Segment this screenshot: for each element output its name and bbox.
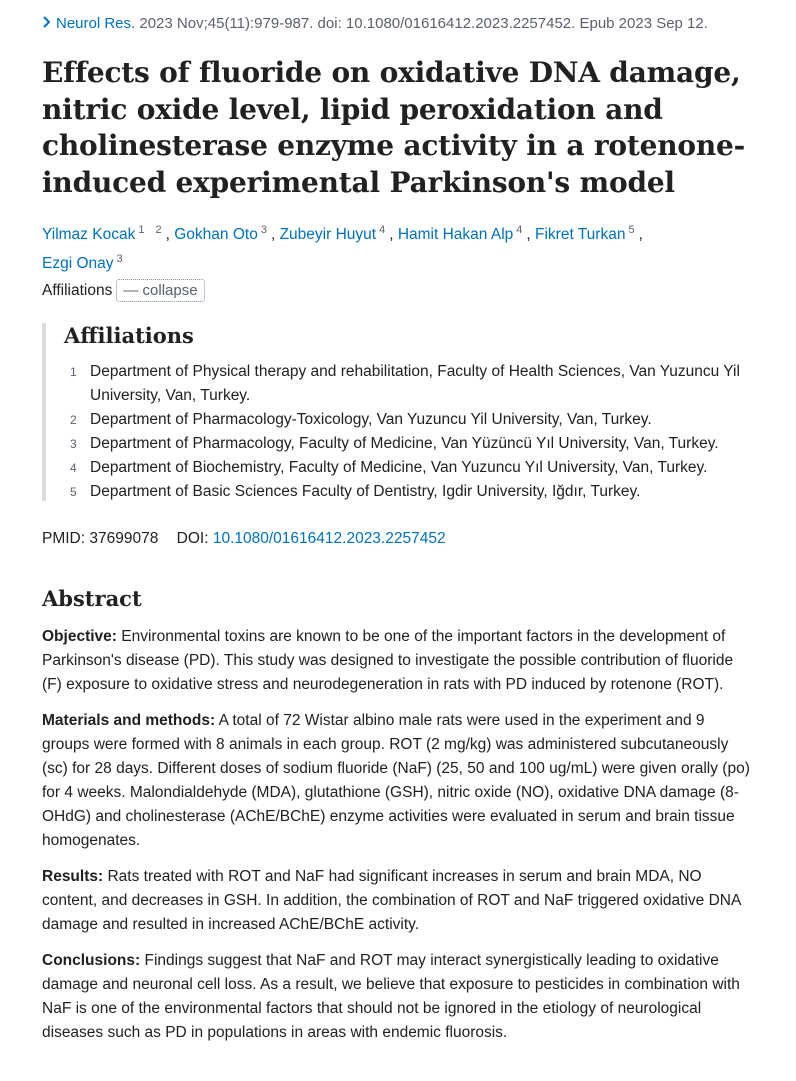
affiliation-text: Department of Pharmacology-Toxicology, Van Yuzuncu Yil University, Van, Turkey.	[90, 411, 652, 428]
citation-details: 2023 Nov;45(11):979-987. doi: 10.1080/01616412.2023.2257452. Epub 2023 Sep 12.	[139, 15, 708, 32]
affiliation-number: 4	[70, 461, 77, 475]
abstract-section-label: Materials and methods:	[42, 712, 216, 729]
abstract-section-text: Environmental toxins are known to be one of the important factors in the development of Parkinson's disease (PD). This study was designed to investigate the possible contribution of fluoride (F) exposure to oxidative stress and neurodegeneration in rats with PD induced by rotenone (ROT).	[42, 628, 734, 693]
pmid-label: PMID:	[42, 530, 86, 547]
author-link[interactable]: Zubeyir Huyut	[279, 226, 377, 243]
author-link[interactable]: Ezgi Onay	[42, 255, 114, 272]
abstract-section	[42, 709, 754, 853]
affiliation-number: 2	[70, 413, 77, 427]
affiliations-toggle-label: Affiliations	[42, 281, 113, 299]
abstract-heading: Abstract	[42, 586, 142, 611]
abstract-section-label: Objective:	[42, 628, 117, 645]
author-affil-ref[interactable]: 3	[116, 253, 127, 265]
journal-link[interactable]: Neurol Res.	[56, 15, 136, 32]
affiliations-panel	[42, 323, 756, 501]
author-link[interactable]: Fikret Turkan	[535, 226, 626, 243]
affiliation-text: Department of Pharmacology, Faculty of Medicine, Van Yüzüncü Yıl University, Van, Turkey.	[90, 435, 719, 452]
author-affil-ref[interactable]: 3	[260, 224, 271, 236]
affiliation-text: Department of Physical therapy and rehabilitation, Faculty of Health Sciences, Van Yuzuncu Yil University, Van, Turkey.	[90, 363, 740, 404]
affiliation-item	[68, 408, 758, 432]
abstract-section	[42, 625, 754, 697]
affiliation-number: 5	[70, 485, 77, 499]
pmid-value: 37699078	[89, 530, 159, 547]
chevron-right-icon[interactable]	[42, 15, 56, 32]
affiliations-list	[68, 360, 758, 504]
affiliation-item	[68, 432, 758, 456]
identifiers	[42, 530, 446, 548]
doi-label: DOI:	[176, 530, 209, 547]
abstract-section	[42, 949, 754, 1045]
affiliations-toggle	[42, 279, 205, 302]
abstract-section-label: Results:	[42, 868, 104, 885]
affiliation-number: 3	[70, 437, 77, 451]
abstract-section	[42, 865, 754, 937]
abstract-section-text: A total of 72 Wistar albino male rats were used in the experiment and 9 groups were formed with 8 animals in each group. ROT (2 mg/kg) was administered subcutaneously (sc) for 28 days. Different doses of sodium fluoride (NaF) (25, 50 and 100 ug/mL) were given orally (po) for 4 weeks. Malondialdehyde (MDA), glutathione (GSH), nitric oxide (NO), oxidative DNA damage (8-OHdG) and cholinesterase (AChE/BChE) enzyme activities were evaluated in serum and brain tissue homogenates.	[42, 712, 750, 849]
abstract-section-text: Findings suggest that NaF and ROT may interact synergistically leading to oxidative damage and neuronal cell loss. As a result, we believe that exposure to pesticides in combination with NaF is one of the environmental factors that should not be ignored in the etiology of neurological diseases such as PD in populations in areas with endemic fluorosis.	[42, 952, 740, 1041]
author-affil-ref[interactable]: 4	[516, 224, 527, 236]
affiliation-text: Department of Biochemistry, Faculty of Medicine, Van Yuzuncu Yıl University, Van, Turkey.	[90, 459, 708, 476]
collapse-button[interactable]: — collapse	[116, 279, 204, 302]
citation-line	[42, 15, 708, 32]
affiliation-number: 1	[70, 365, 77, 379]
author-affil-ref[interactable]: 1 2	[138, 224, 166, 236]
affiliation-text: Department of Basic Sciences Faculty of Dentistry, Igdir University, Iğdır, Turkey.	[90, 483, 641, 500]
abstract-section-text: Rats treated with ROT and NaF had significant increases in serum and brain MDA, NO content, and decreases in GSH. In addition, the combination of ROT and NaF triggered oxidative DNA damage and resulted in increased AChE/BChE activity.	[42, 868, 741, 933]
author-affil-ref[interactable]: 4	[379, 224, 390, 236]
abstract-section-label: Conclusions:	[42, 952, 141, 969]
author-affil-ref[interactable]: 5	[628, 224, 639, 236]
author-link[interactable]: Hamit Hakan Alp	[397, 226, 514, 243]
author-link[interactable]: Yilmaz Kocak	[42, 226, 136, 243]
author-list: Yilmaz Kocak $^{1 2}$, Gokhan Oto $^3$, Zubeyir Huyut $^4$, Hamit Hakan Alp $^4$, Fikret Turkan $^5$, Ezgi Onay $^3$	[42, 224, 643, 272]
author-link[interactable]: Gokhan Oto	[174, 226, 258, 243]
affiliation-item	[68, 456, 758, 480]
affiliation-item	[68, 360, 758, 408]
abstract-body	[42, 625, 754, 1057]
affiliations-heading: Affiliations	[64, 323, 194, 348]
article-title: Effects of fluoride on oxidative DNA damage, nitric oxide level, lipid peroxidation and cholinesterase enzyme activity in a rotenone-induced experimental Parkinson's model	[42, 56, 746, 199]
doi-link[interactable]: 10.1080/01616412.2023.2257452	[212, 530, 446, 547]
affiliation-item	[68, 480, 758, 504]
